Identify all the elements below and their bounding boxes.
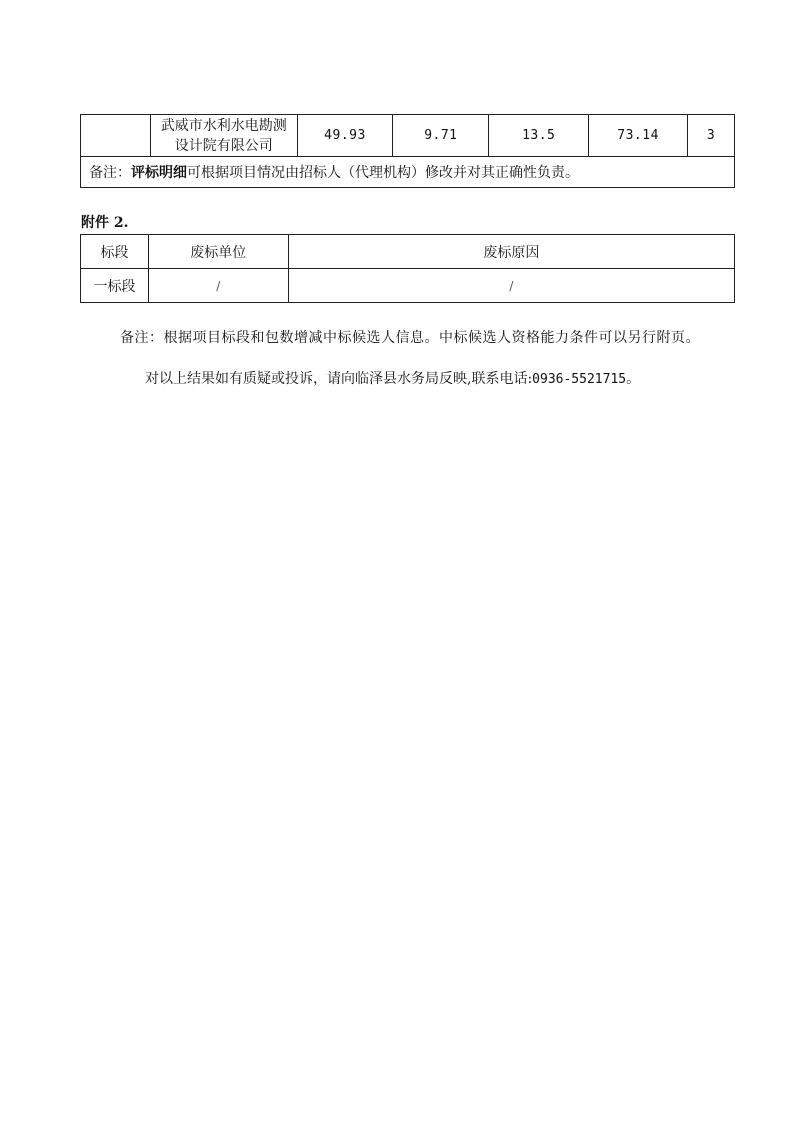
unit-cell: / [148, 269, 288, 303]
contact-text: 对以上结果如有质疑或投诉，请向临泽县水务局反映,联系电话: [145, 371, 533, 387]
header-section: 标段 [81, 235, 149, 269]
note-bold-text: 评标明细 [131, 165, 187, 181]
note-row [81, 157, 735, 188]
attachment2-title: 附件 2. [81, 215, 129, 231]
phone-number: 0936-5521715 [532, 372, 627, 387]
company-name-line2: 设计院有限公司 [174, 137, 273, 154]
company-name-cell [150, 115, 297, 157]
total-score-cell: 73.14 [589, 115, 688, 157]
empty-cell [81, 115, 151, 157]
header-unit: 废标单位 [148, 235, 288, 269]
disqualified-table [80, 234, 735, 303]
note-prefix: 备注： [89, 165, 131, 181]
score-b-cell: 9.71 [393, 115, 489, 157]
reason-cell: / [288, 269, 734, 303]
table-row [81, 269, 735, 303]
note-cell [81, 157, 735, 188]
header-reason: 废标原因 [288, 235, 734, 269]
table-row [81, 115, 735, 157]
score-a-cell: 49.93 [297, 115, 393, 157]
section-cell: 一标段 [81, 269, 149, 303]
company-name-line1: 武威市水利水电勘测 [160, 117, 287, 134]
score-c-cell: 13.5 [489, 115, 589, 157]
rank-cell: 3 [688, 115, 735, 157]
note-suffix: 可根据项目情况由招标人（代理机构）修改并对其正确性负责。 [187, 165, 579, 181]
contact-end: 。 [626, 371, 641, 387]
footer-note: 备注：根据项目标段和包数增减中标候选人信息。中标候选人资格能力条件可以另行附页。 [120, 330, 700, 346]
header-row [81, 235, 735, 269]
contact-paragraph [145, 368, 640, 388]
results-table [80, 114, 735, 188]
